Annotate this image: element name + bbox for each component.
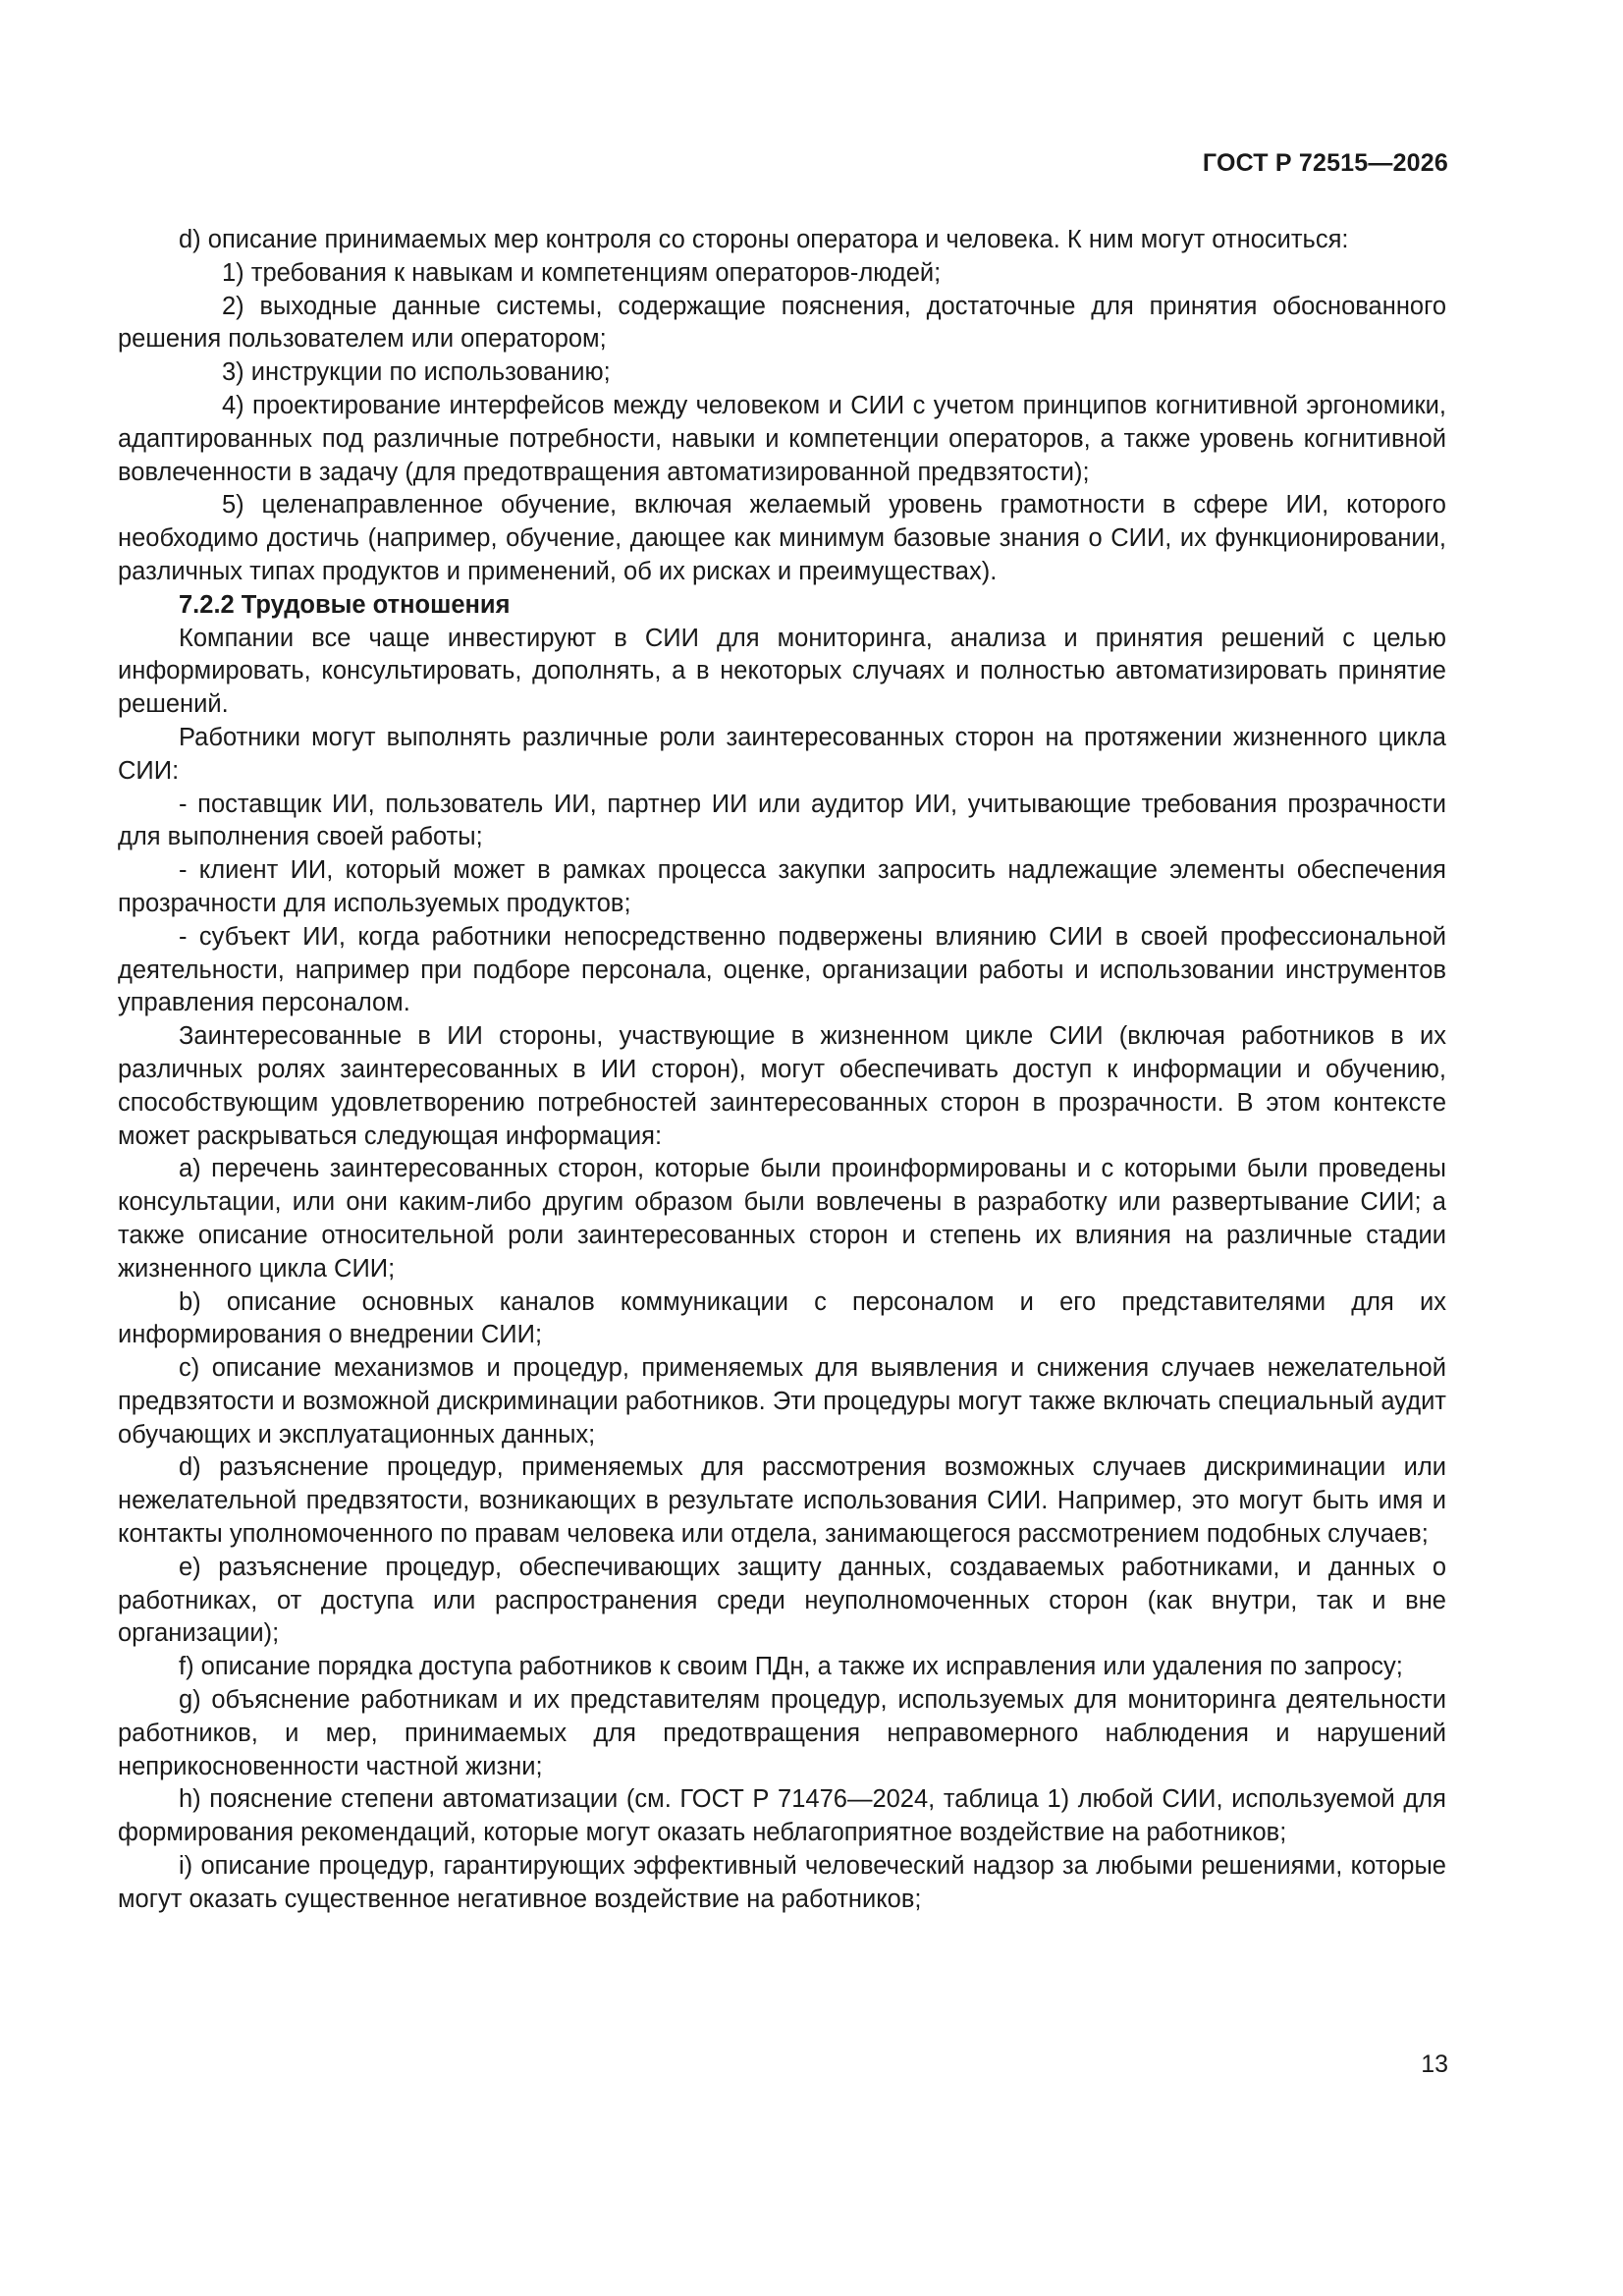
paragraph-item-h: h) пояснение степени автоматизации (см. ГОСТ Р 71476—2024, таблица 1) любой СИИ, используемой для формирования рекомендаций, которые могут оказать неблагоприятное воздействие на работников; xyxy=(118,1785,1446,1847)
paragraph-stakeholders: Заинтересованные в ИИ стороны, участвующие в жизненном цикле СИИ (включая работников в их различных ролях заинтересованных в ИИ сторон), могут обеспечивать доступ к информации и обучению, способствующим удовлетворению потребностей заинтересованных сторон в прозрачности. В этом контексте может раскрываться следующая информация: xyxy=(118,1022,1446,1150)
paragraph-item-d: d) разъяснение процедур, применяемых для рассмотрения возможных случаев дискриминации или нежелательной предвзятости, возникающих в результате использования СИИ. Например, это могут быть имя и контакты уполномоченного по правам человека или отдела, занимающегося рассмотрением подобных случаев; xyxy=(118,1453,1446,1549)
paragraph-item-i: i) описание процедур, гарантирующих эффективный человеческий надзор за любыми решениями, которые могут оказать существенное негативное воздействие на работников; xyxy=(118,1852,1446,1913)
paragraph-item-d-controls: d) описание принимаемых мер контроля со стороны оператора и человека. К ним могут относиться: xyxy=(179,226,1349,253)
paragraph-role-client: - клиент ИИ, который может в рамках процесса закупки запросить надлежащие элементы обеспечения прозрачности для используемых продуктов; xyxy=(118,856,1446,917)
paragraph-intro: Компании все чаще инвестируют в СИИ для мониторинга, анализа и принятия решений с целью информировать, консультировать, дополнять, а в некоторых случаях и полностью автоматизировать принятие решений. xyxy=(118,624,1446,719)
paragraph-subitem-1: 1) требования к навыкам и компетенциям операторов-людей; xyxy=(222,258,942,287)
paragraph-item-c: c) описание механизмов и процедур, применяемых для выявления и снижения случаев нежелательной предвзятости и возможной дискриминации работников. Эти процедуры могут также включать специальный аудит обучающих и эксплуатационных данных; xyxy=(118,1354,1446,1449)
paragraph-role-supplier: - поставщик ИИ, пользователь ИИ, партнер ИИ или аудитор ИИ, учитывающие требования прозрачности для выполнения своей работы; xyxy=(118,790,1446,851)
paragraph-subitem-5: 5) целенаправленное обучение, включая желаемый уровень грамотности в сфере ИИ, которого необходимо достичь (например, обучение, дающее как минимум базовые знания о СИИ, их функционировании, различных типах продуктов и применений, об их рисках и преимуществах). xyxy=(118,491,1446,585)
paragraph-subitem-4: 4) проектирование интерфейсов между человеком и СИИ с учетом принципов когнитивной эргономики, адаптированных под различные потребности, навыки и компетенции операторов, а также уровень когнитивной вовлеченности в задачу (для предотвращения автоматизированной предвзятости); xyxy=(118,391,1446,486)
document-body xyxy=(118,224,1446,1917)
page-number: 13 xyxy=(1421,2050,1448,2078)
paragraph-item-a: a) перечень заинтересованных сторон, которые были проинформированы и с которыми были проведены консультации, или они каким-либо другим образом были вовлечены в разработку или развертывание СИИ; а также описание относительной роли заинтересованных сторон и степень их влияния на различные стадии жизненного цикла СИИ; xyxy=(118,1155,1446,1283)
paragraph-subitem-3: 3) инструкции по использованию; xyxy=(222,358,611,387)
paragraph-item-b: b) описание основных каналов коммуникации с персоналом и его представителями для их информирования о внедрении СИИ; xyxy=(118,1287,1446,1349)
paragraph-item-e: e) разъяснение процедур, обеспечивающих защиту данных, создаваемых работниками, и данных о работниках, от доступа или распространения среди неуполномоченных сторон (как внутри, так и вне организации); xyxy=(118,1553,1446,1648)
paragraph-role-subject: - субъект ИИ, когда работники непосредственно подвержены влиянию СИИ в своей профессиональной деятельности, например при подборе персонала, оценке, организации работы и использовании инструментов управления персоналом. xyxy=(118,922,1446,1017)
paragraph-item-g: g) объяснение работникам и их представителям процедур, используемых для мониторинга деятельности работников, и мер, принимаемых для предотвращения неправомерного наблюдения и нарушений неприкосновенности частной жизни; xyxy=(118,1686,1446,1780)
paragraph-subitem-2: 2) выходные данные системы, содержащие пояснения, достаточные для принятия обоснованного решения пользователем или оператором; xyxy=(118,292,1446,354)
paragraph-item-f: f) описание порядка доступа работников к своим ПДн, а также их исправления или удаления по запросу; xyxy=(179,1653,1403,1681)
section-heading: 7.2.2 Трудовые отношения xyxy=(179,590,511,619)
paragraph-roles-intro: Работники могут выполнять различные роли заинтересованных сторон на протяжении жизненного цикла СИИ: xyxy=(118,723,1446,785)
document-code-header: ГОСТ Р 72515—2026 xyxy=(1202,149,1448,177)
